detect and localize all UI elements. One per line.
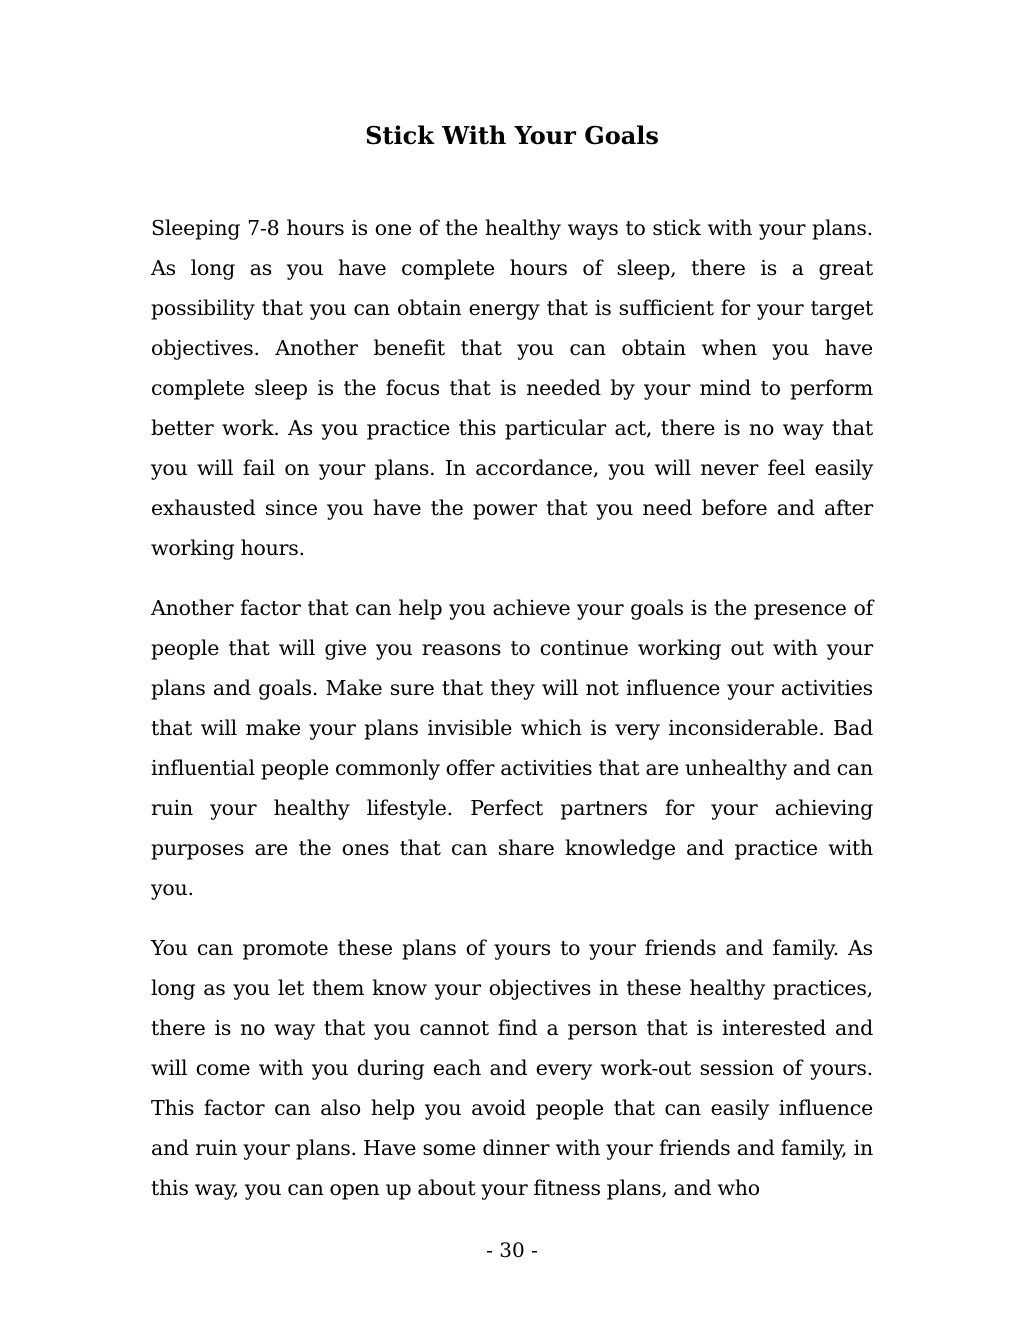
paragraph-sleep: Sleeping 7-8 hours is one of the healthy ways to stick with your plans. As long as you have complete hours of sleep, there is a great possibility that you can obtain energy that is sufficient for your target objectives. Another benefit that you can obtain when you have complete sleep is the focus that is needed by your mind to perform better work. As you practice this particular act, there is no way that you will fail on your plans. In accordance, you will never feel easily exhausted since you have the power that you need before and after working hours. (151, 216, 873, 560)
body-text (151, 208, 873, 1228)
paragraph-people: Another factor that can help you achieve your goals is the presence of people that will give you reasons to continue working out with your plans and goals. Make sure that they will not influence your activities that will make your plans invisible which is very inconsiderable. Bad influential people commonly offer activities that are unhealthy and can ruin your healthy lifestyle. Perfect partners for your achieving purposes are the ones that can share knowledge and practice with you. (151, 596, 873, 900)
page-number: - 30 - (486, 1238, 538, 1262)
page-title: Stick With Your Goals (365, 121, 659, 150)
paragraph-friends-family: You can promote these plans of yours to your friends and family. As long as you let them know your objectives in these healthy practices, there is no way that you cannot find a person that is interested and will come with you during each and every work-out session of yours. This factor can also help you avoid people that can easily influence and ruin your plans. Have some dinner with your friends and family, in this way, you can open up about your fitness plans, and who (151, 936, 873, 1200)
